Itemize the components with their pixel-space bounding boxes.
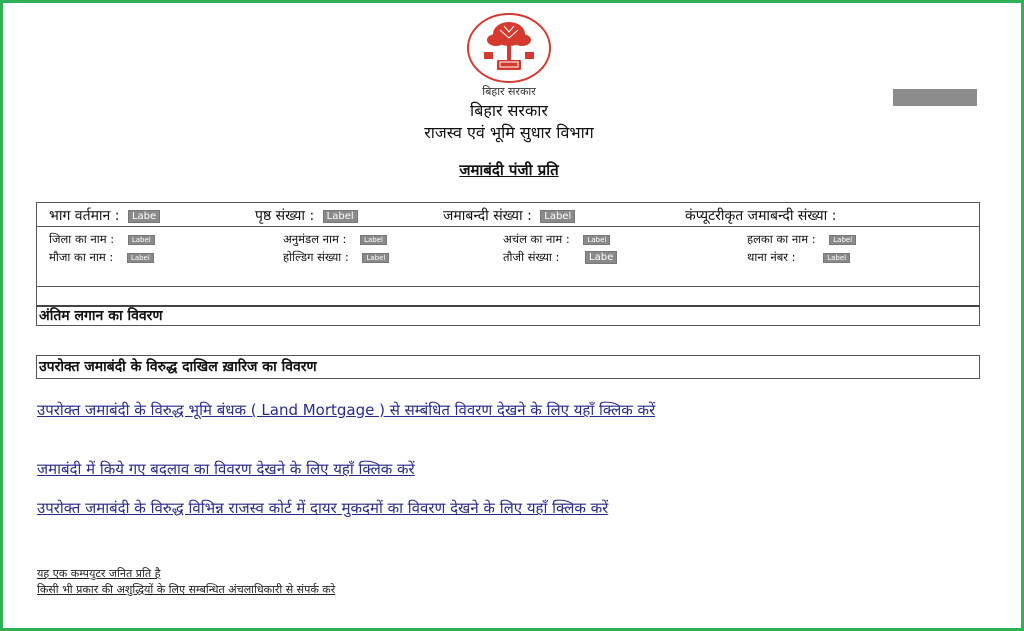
record-row-empty xyxy=(37,287,979,307)
field-computerized-jamabandi-number: कंप्यूटरीकृत जमाबन्दी संख्या : xyxy=(685,208,837,224)
bihar-emblem-icon xyxy=(466,12,552,84)
field-jamabandi-number: जमाबन्दी संख्या : Label xyxy=(443,206,575,225)
field-thana-number: थाना नंबर : Label xyxy=(747,250,850,265)
value-badge: Label xyxy=(829,235,856,245)
emblem-caption: बिहार सरकार xyxy=(482,85,536,98)
value-badge: Label xyxy=(360,235,387,245)
record-row-details xyxy=(37,227,979,287)
value-badge: Label xyxy=(128,235,155,245)
value-badge: Label xyxy=(583,235,610,245)
value-badge: Label xyxy=(323,210,358,223)
document-title: जमाबंदी पंजी प्रति xyxy=(459,161,559,179)
government-title: बिहार सरकार xyxy=(470,101,548,120)
final-rent-heading: अंतिम लगान का विवरण xyxy=(39,308,163,324)
field-circle: अचंल का नाम : Label xyxy=(503,232,610,247)
value-badge: Label xyxy=(127,253,154,263)
field-mauja: मौजा का नाम : Label xyxy=(49,250,154,265)
mutation-filed-heading: उपरोक्त जमाबंदी के विरुद्ध दाखिल ख़ारिज का विवरण xyxy=(36,355,980,379)
revenue-court-cases-link[interactable]: उपरोक्त जमाबंदी के विरुद्ध विभिन्न राजस्व कोर्ट में दायर मुकदमों का विवरण देखने के लिए यहाँ क्लिक करें xyxy=(37,499,609,517)
value-badge: Labe xyxy=(128,210,160,223)
redacted-box xyxy=(893,89,977,106)
field-halka: हलका का नाम : Label xyxy=(747,232,856,247)
land-mortgage-link[interactable]: उपरोक्त जमाबंदी के विरुद्ध भूमि बंधक ( Land Mortgage ) से सम्बंधित विवरण देखने के लिए यहाँ क्लिक करें xyxy=(37,401,656,419)
jamabandi-record-table xyxy=(36,202,980,326)
contact-officer-note: किसी भी प्रकार की अशुद्धियों के लिए सम्बन्धित अंचलाधिकारी से संपर्क करे xyxy=(37,583,336,596)
field-subdivision: अनुमंडल नाम : Label xyxy=(283,232,387,247)
value-badge: Label xyxy=(362,253,389,263)
field-holding-number: होल्डिग संख्या : Label xyxy=(283,250,389,265)
value-badge: Label xyxy=(540,210,575,223)
field-page-number: पृष्ठ संख्या : Label xyxy=(255,206,358,225)
record-row-primary xyxy=(37,203,979,227)
computer-generated-note: यह एक कम्पयुटर जनित प्रति है xyxy=(37,567,161,580)
value-badge: Label xyxy=(823,253,850,263)
value-badge: Labe xyxy=(585,251,617,264)
field-bhag-vartaman: भाग वर्तमान : Labe xyxy=(49,206,160,225)
department-title: राजस्व एवं भूमि सुधार विभाग xyxy=(424,123,594,142)
field-tauji-number: तौजी संख्या : Labe xyxy=(503,250,617,265)
jamabandi-changes-link[interactable]: जमाबंदी में किये गए बदलाव का विवरण देखने के लिए यहाँ क्लिक करें xyxy=(37,460,415,478)
field-district: जिला का नाम : Label xyxy=(49,232,155,247)
